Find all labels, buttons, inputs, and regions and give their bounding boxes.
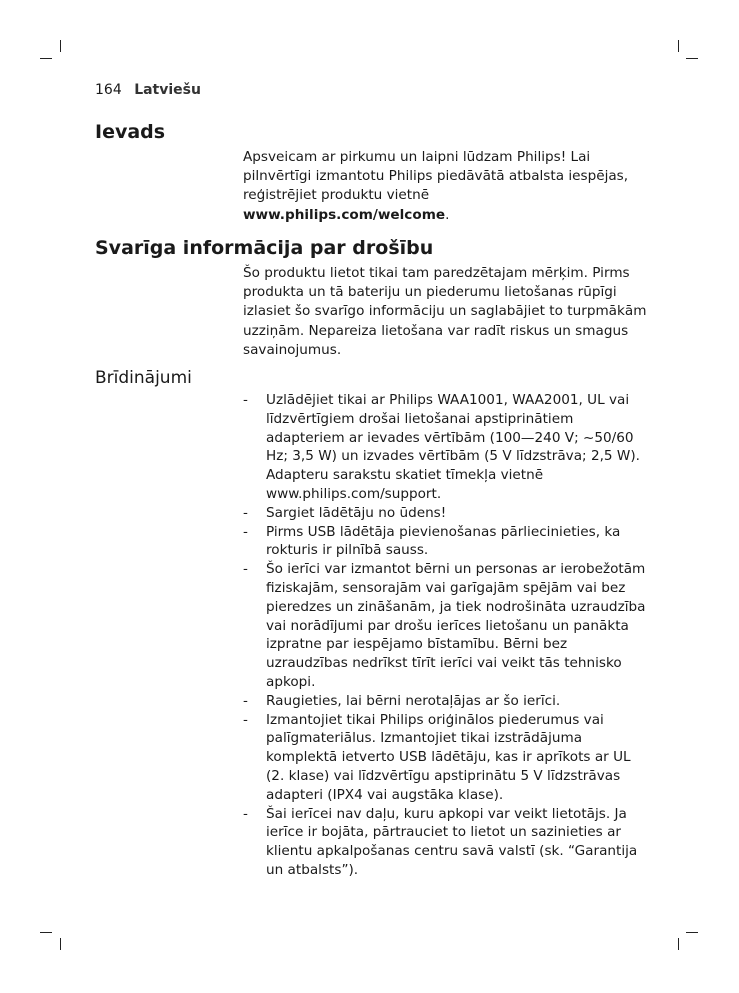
crop-mark <box>686 932 698 933</box>
list-item <box>243 504 648 523</box>
warnings-heading: Brīdinājumi <box>95 368 192 388</box>
warnings-list <box>243 391 648 880</box>
welcome-link[interactable]: www.philips.com/welcome <box>243 206 446 223</box>
crop-mark <box>686 58 698 59</box>
list-item <box>243 805 648 880</box>
dash: - <box>243 561 248 578</box>
intro-text: Apsveicam ar pirkumu un laipni lūdzam Philips! Lai pilnvērtīgi izmantotu Philips piedāvātā atbalsta iespējas, reģistrējiet produktu vietnē <box>243 149 629 204</box>
list-item-text: Šo ierīci var izmantot bērni un personas ar ierobežotām fiziskajām, sensorajām vai garīgajām spējām vai bez pieredzes un zināšanām, ja tiek nodrošināta uzraudzība vai norādījumi par drošu ierīces lietošanu un panākta izpratne par iespējamo bīstamību. Bērni bez uzraudzības nedrīkst tīrīt ierīci vai veikt tās tehnisko apkopi. <box>266 561 646 690</box>
dash: - <box>243 692 248 709</box>
list-item-text: Pirms USB lādētāja pievienošanas pārliecinieties, ka rokturis ir pilnībā sauss. <box>266 523 621 559</box>
dash: - <box>243 392 248 408</box>
list-item <box>243 523 648 561</box>
list-item <box>243 560 648 692</box>
list-item-text: Šai ierīcei nav daļu, kuru apkopi var veikt lietotājs. Ja ierīce ir bojāta, pārtrauciet to lietot un sazinieties ar klientu apkalpošanas centru savā valstī (sk. “Garantija un atbalsts”). <box>266 805 638 878</box>
crop-mark <box>678 938 679 950</box>
dash: - <box>243 805 248 822</box>
crop-mark <box>60 40 61 52</box>
list-item-text: Sargiet lādētāju no ūdens! <box>266 504 447 521</box>
dash: - <box>243 504 248 521</box>
intro-heading: Ievads <box>95 121 166 143</box>
page-number: 164 <box>95 82 122 98</box>
list-item-text: Uzlādējiet tikai ar Philips WAA1001, WAA2001, UL vai līdzvērtīgiem drošai lietošanai apstiprinātiem adapteriem ar ievades vērtībām (100—240 V; ~50/60 Hz; 3,5 W) un izvades vērtībām (5 V līdzstrāva; 2,5 W). Adapteru sarakstu skatiet tīmekļa vietnē www.philips.com/support. <box>266 392 640 502</box>
crop-mark <box>678 40 679 52</box>
list-item-text: Izmantojiet tikai Philips oriģinālos piederumus vai palīgmateriālus. Izmantojiet tikai izstrādājuma komplektā ietverto USB lādētāju, kas ir aprīkots ar UL (2. klase) vai līdzvērtīgu apstiprinātu 5 V līdzstrāvas adapteri (IPX4 vai augstāka klase). <box>266 711 631 803</box>
list-item <box>243 692 648 711</box>
safety-heading: Svarīga informācija par drošību <box>95 237 434 259</box>
crop-mark <box>40 932 52 933</box>
language-label: Latviešu <box>134 82 201 98</box>
safety-paragraph: Šo produktu lietot tikai tam paredzētajam mērķim. Pirms produkta un tā bateriju un piederumu lietošanas rūpīgi izlasiet šo svarīgo informāciju un saglabājiet to turpmākām uzziņām. Nepareiza lietošana var radīt riskus un smagus savainojumus. <box>243 265 647 358</box>
list-item-text: Raugieties, lai bērni nerotaļājas ar šo ierīci. <box>266 692 561 709</box>
crop-mark <box>60 938 61 950</box>
intro-text-end: . <box>445 206 450 223</box>
list-item <box>243 711 648 805</box>
page-header <box>95 82 201 98</box>
crop-mark <box>40 58 52 59</box>
dash: - <box>243 523 248 540</box>
list-item <box>243 391 648 504</box>
intro-paragraph <box>243 148 648 225</box>
dash: - <box>243 711 248 728</box>
